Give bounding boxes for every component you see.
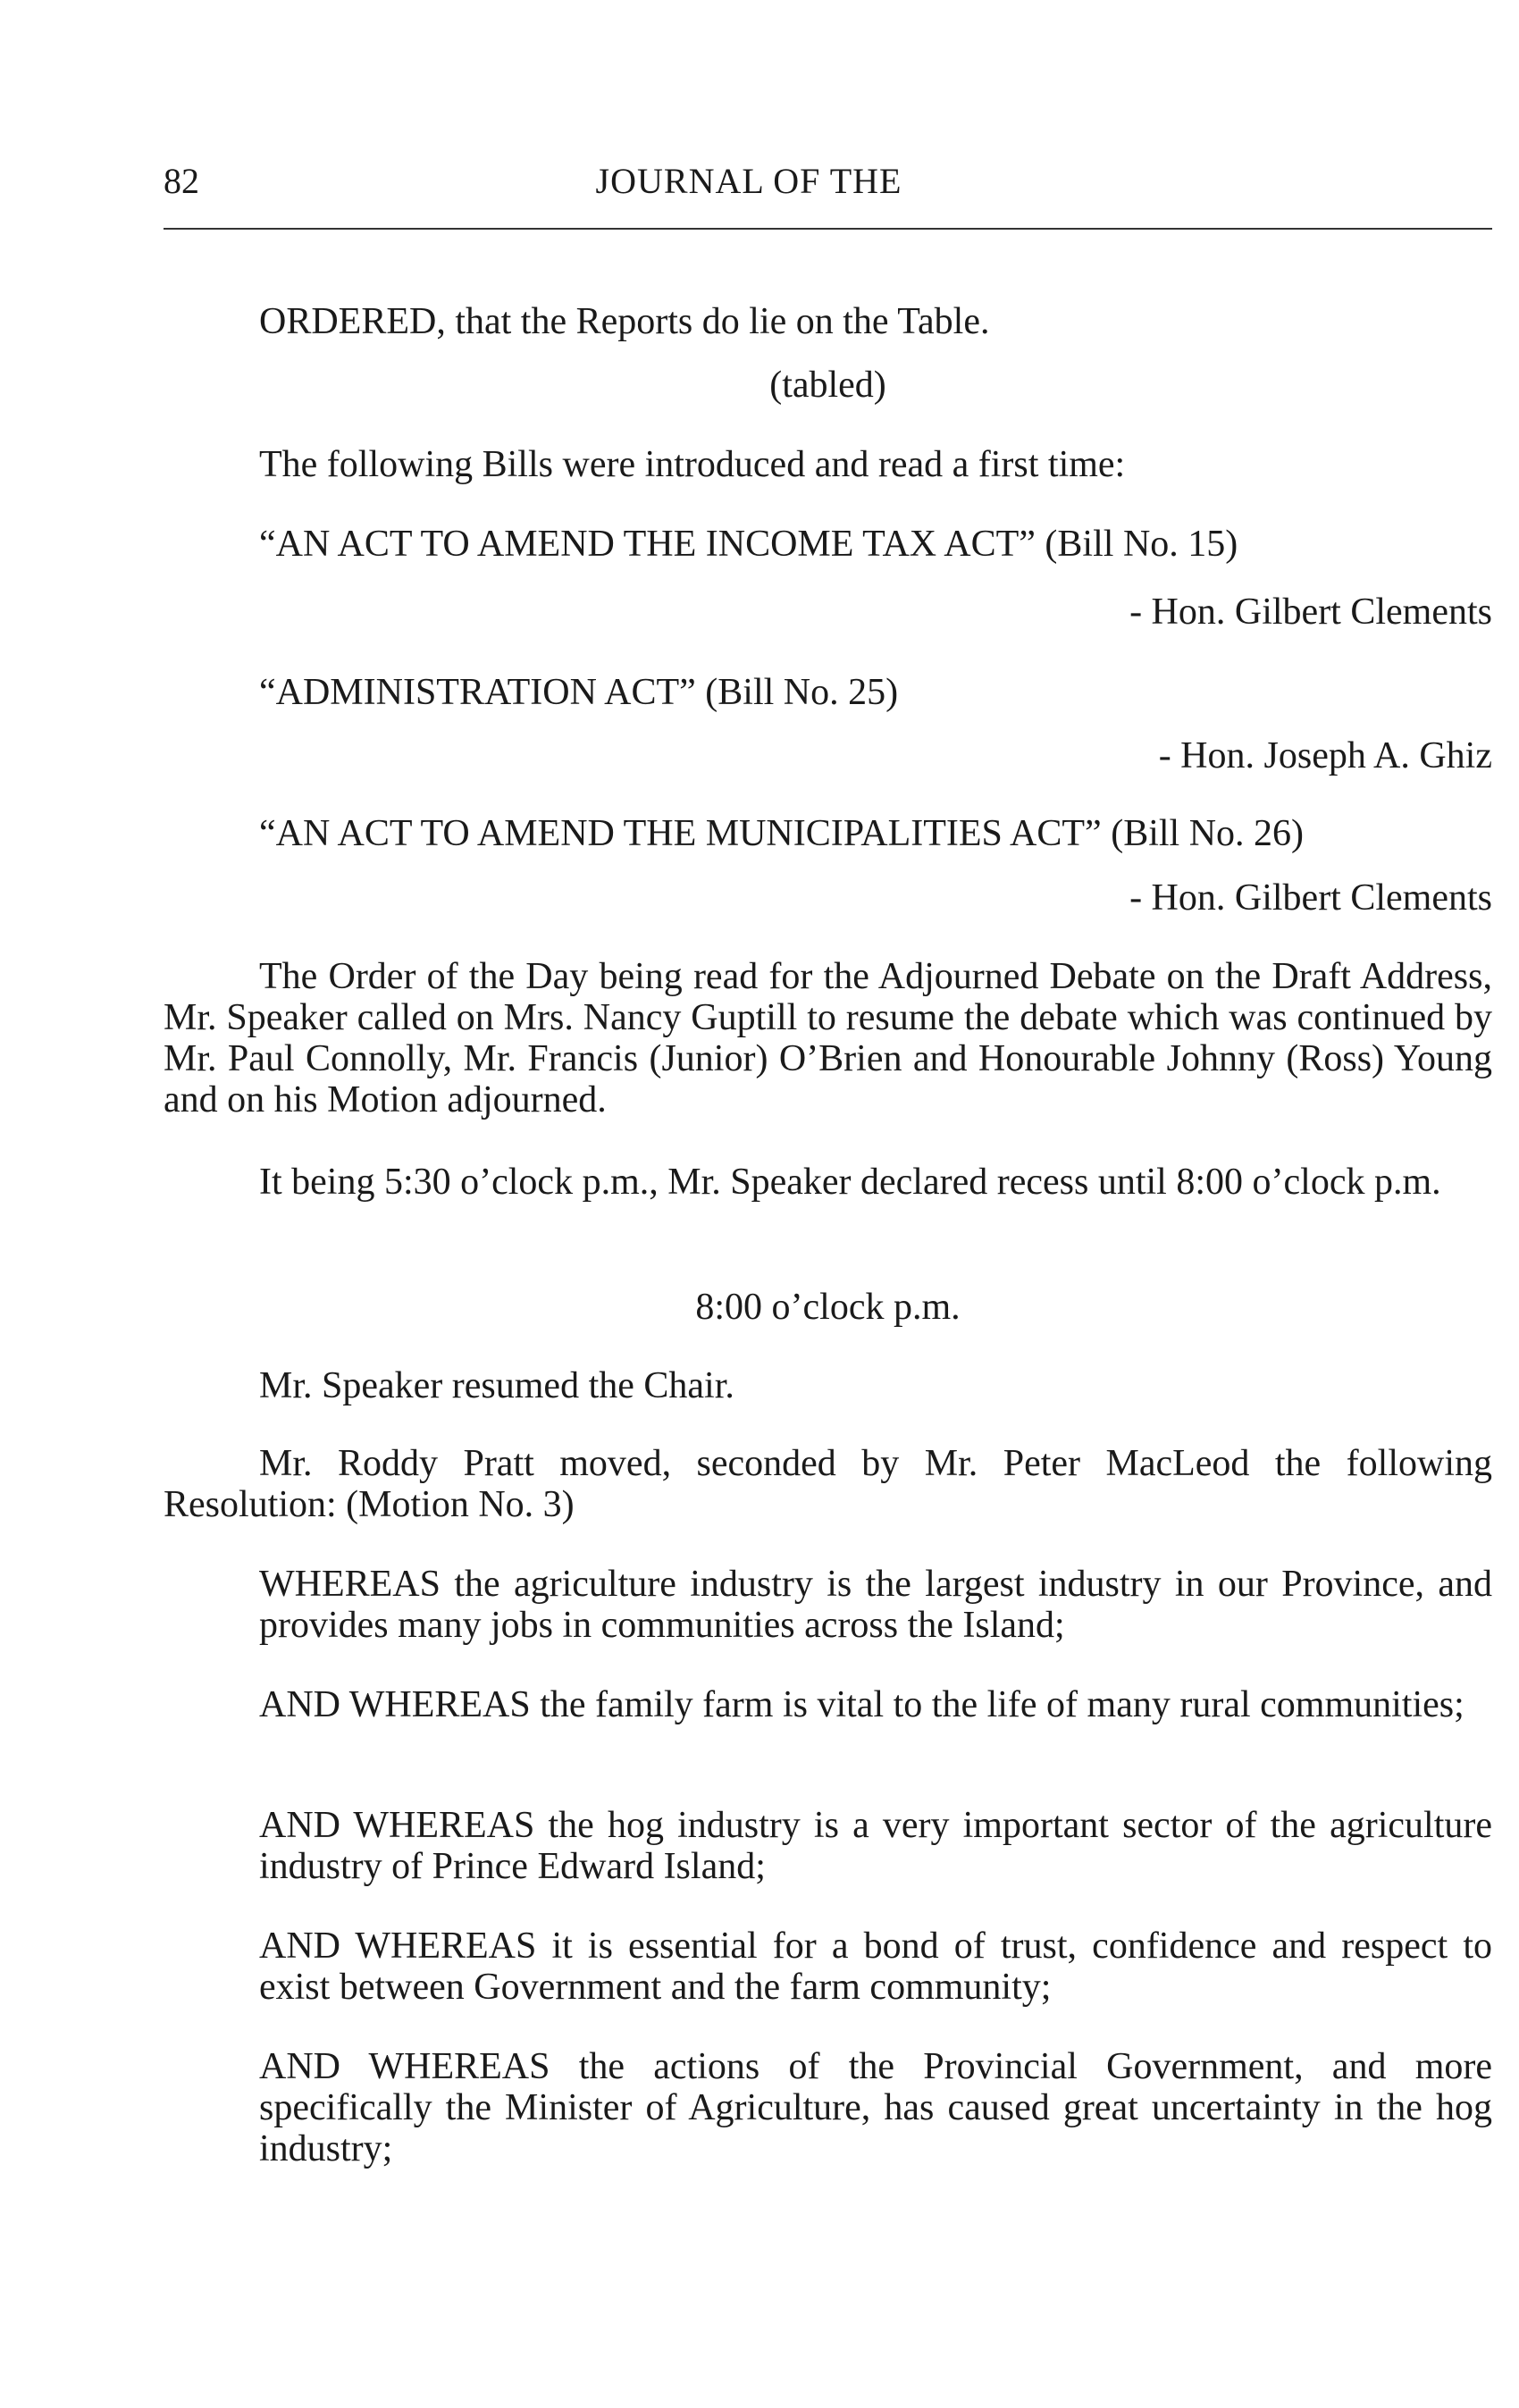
ordered-statement: ORDERED, that the Reports do lie on the Table. xyxy=(259,301,990,342)
bill-title: “AN ACT TO AMEND THE INCOME TAX ACT” (Bill No. 15) xyxy=(259,524,1238,565)
tabled-note: (tabled) xyxy=(769,365,886,406)
speaker-resumed: Mr. Speaker resumed the Chair. xyxy=(259,1365,734,1406)
running-head: JOURNAL OF THE xyxy=(595,161,902,201)
page-number: 82 xyxy=(164,161,199,201)
bills-intro: The following Bills were introduced and read a first time: xyxy=(259,444,1126,485)
whereas-clause: AND WHEREAS the actions of the Provincial Government, and more specifically the Minister of Agriculture, has caused great uncertainty in the hog industry; xyxy=(259,2046,1492,2169)
recess-statement: It being 5:30 o’clock p.m., Mr. Speaker declared recess until 8:00 o’clock p.m. xyxy=(259,1162,1441,1203)
bill-title: “AN ACT TO AMEND THE MUNICIPALITIES ACT” (Bill No. 26) xyxy=(259,813,1305,854)
whereas-clause: AND WHEREAS the family farm is vital to the life of many rural communities; xyxy=(259,1684,1464,1725)
order-of-day-paragraph: The Order of the Day being read for the Adjourned Debate on the Draft Address, Mr. Speaker called on Mrs. Nancy Guptill to resume the debate which was continued by Mr. Paul Connolly, Mr. Francis (Junior) O’Brien and Honourable Johnny (Ross) Young and on his Motion adjourned. xyxy=(164,956,1492,1120)
bill-title: “ADMINISTRATION ACT” (Bill No. 25) xyxy=(259,672,899,713)
whereas-clause: AND WHEREAS the hog industry is a very important sector of the agriculture industry of Prince Edward Island; xyxy=(259,1805,1492,1887)
bill-sponsor: - Hon. Gilbert Clements xyxy=(1129,592,1492,633)
whereas-clause: AND WHEREAS it is essential for a bond of trust, confidence and respect to exist between Government and the farm community; xyxy=(259,1926,1492,2008)
evening-time: 8:00 o’clock p.m. xyxy=(695,1287,961,1328)
whereas-clause: WHEREAS the agriculture industry is the largest industry in our Province, and provides many jobs in communities across the Island; xyxy=(259,1564,1492,1646)
header-rule xyxy=(164,228,1492,230)
bill-sponsor: - Hon. Gilbert Clements xyxy=(1129,877,1492,919)
page-header xyxy=(164,161,1483,223)
motion-intro: Mr. Roddy Pratt moved, seconded by Mr. Peter MacLeod the following Resolution: (Motion No. 3) xyxy=(164,1443,1492,1525)
bill-sponsor: - Hon. Joseph A. Ghiz xyxy=(1158,735,1492,776)
